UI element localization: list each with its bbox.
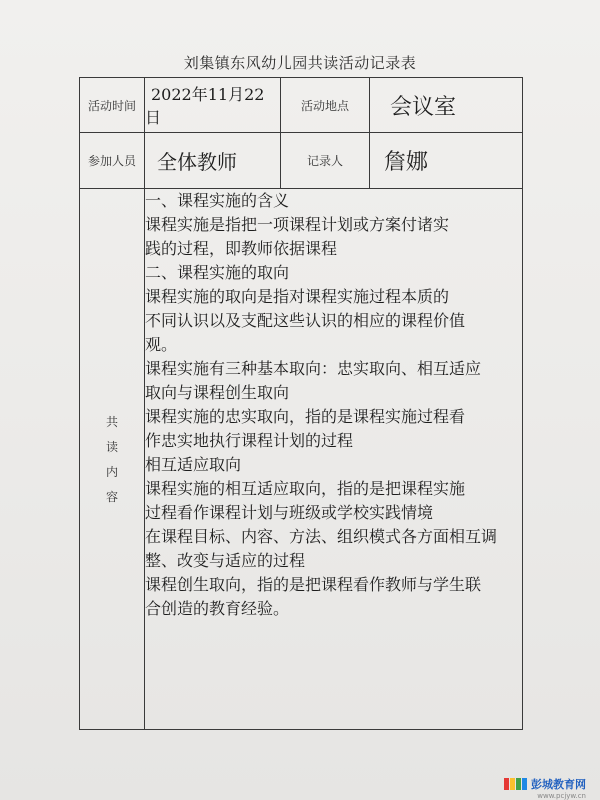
record-table [79,77,523,730]
watermark-brand: 彭城教育网 [531,778,586,791]
recorder-label: 记录人 [281,133,370,189]
watermark-url: www.pcjyw.cn [537,792,586,800]
content-line: 二、课程实施的取向 [145,263,290,282]
participants-label: 参加人员 [80,133,145,189]
content-cell [145,189,523,730]
participants-value: 全体教师 [157,150,237,174]
content-line: 践的过程，即教师依据课程 [145,239,338,258]
form-title: 刘集镇东风幼儿园共读活动记录表 [183,54,417,72]
content-line: 过程看作课程计划与班级或学校实践情境 [145,503,434,522]
content-line: 一、课程实施的含义 [145,191,290,210]
content-line: 相互适应取向 [145,455,242,474]
content-line: 课程实施的忠实取向，指的是课程实施过程看 [145,407,466,426]
content-line: 课程实施的相互适应取向，指的是把课程实施 [145,479,466,498]
place-label: 活动地点 [281,78,370,133]
content-label-cell [80,189,145,730]
book-icon [504,778,527,790]
time-value: 2022年11月22日 [145,85,265,127]
watermark-logo [504,776,586,792]
content-line: 课程实施有三种基本取向：忠实取向、相互适应 [145,359,482,378]
content-line: 在课程目标、内容、方法、组织模式各方面相互调 [145,527,498,546]
content-line: 课程创生取向，指的是把课程看作教师与学生联 [145,575,482,594]
content-label-char: 容 [105,490,118,504]
content-line: 不同认识以及支配这些认识的相应的课程价值 [145,311,466,330]
content-label-char: 内 [105,465,118,479]
content-label-char: 读 [105,440,118,454]
content-line: 合创造的教育经验。 [145,599,290,618]
content-line: 整、改变与适应的过程 [145,551,306,570]
content-label-char: 共 [105,415,118,429]
content-line: 课程实施的取向是指对课程实施过程本质的 [145,287,450,306]
recorder-value: 詹娜 [384,150,429,175]
content-line: 课程实施是指把一项课程计划或方案付诸实 [145,215,450,234]
place-value: 会议室 [390,94,457,120]
time-label: 活动时间 [80,78,145,133]
content-line: 作忠实地执行课程计划的过程 [145,431,354,450]
content-line: 取向与课程创生取向 [145,383,290,402]
content-line: 观。 [145,335,178,354]
